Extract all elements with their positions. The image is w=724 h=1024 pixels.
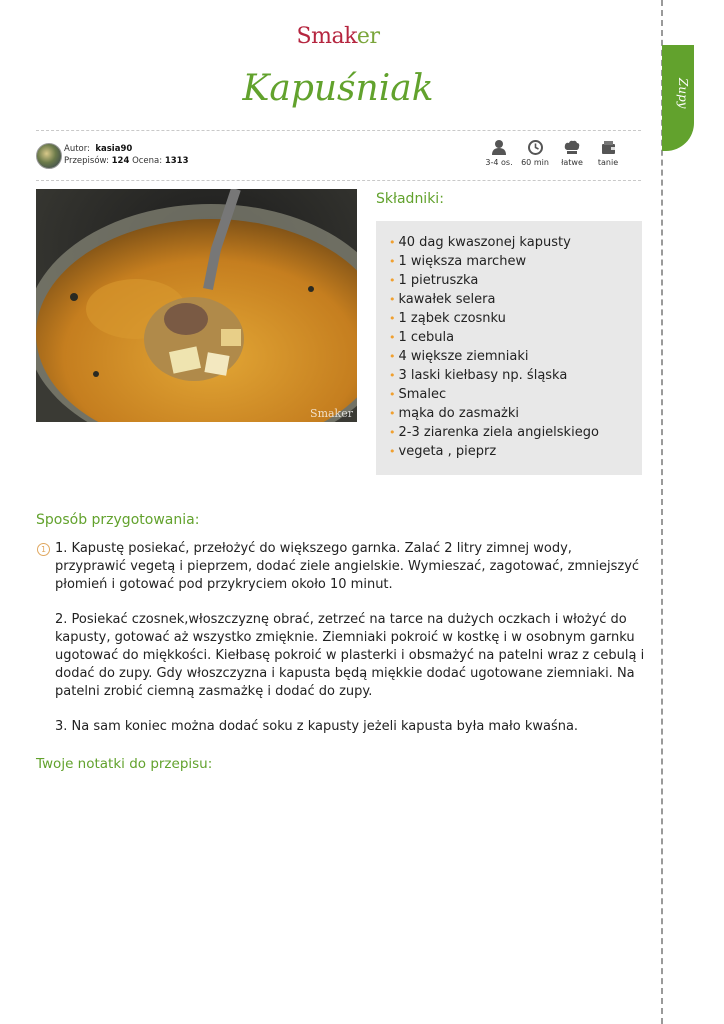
ingredient-item: • mąka do zasmażki (389, 404, 642, 423)
divider-top (36, 130, 641, 131)
author-name: kasia90 (95, 144, 133, 154)
ingredient-item: • vegeta , pieprz (389, 442, 642, 461)
avatar (36, 143, 62, 169)
author-info (64, 143, 189, 167)
recipe-photo (36, 189, 357, 422)
meta-difficulty (552, 139, 592, 167)
preparation-heading: Sposób przygotowania: (36, 512, 200, 528)
ingredients-box (376, 221, 642, 475)
preparation-paragraph: 3. Na sam koniec można dodać soku z kapusty jeżeli kapusta była mało kwaśna. (55, 719, 579, 734)
photo-watermark: Smaker (310, 407, 353, 420)
meta-time-label: 60 min (521, 158, 549, 167)
step-number-badge: 1 (37, 543, 50, 556)
author-label: Autor: (64, 144, 90, 154)
ingredient-item: • 3 laski kiełbasy np. śląska (389, 366, 642, 385)
person-icon (491, 139, 507, 156)
ingredient-item: • 40 dag kwaszonej kapusty (389, 233, 642, 252)
notes-heading: Twoje notatki do przepisu: (36, 756, 213, 772)
smaker-logo (0, 24, 676, 49)
ingredients-list (376, 221, 642, 461)
ingredient-item: • 2-3 ziarenka ziela angielskiego (389, 423, 642, 442)
ingredient-item: • 1 ząbek czosnku (389, 309, 642, 328)
meta-difficulty-label: łatwe (561, 158, 583, 167)
preparation-paragraph: 2. Posiekać czosnek,włoszczyznę obrać, zetrzeć na tarce na dużych oczkach i włożyć do kapusty, gotować aż wszystko zmięknie. Ziemniaki pokroić w kostkę i w osobnym garnku ugotować do miękkości. Kiełbasę pokroić w plasterki i obsmażyć na patelni wraz z cebulą i dodać do zupy. Gdy włoszczyzna i kapusta będą miękkie dodać ugotowane ziemniaki. Na patelni zrobić ciemną zasmażkę i dodać do zupy. (55, 612, 645, 699)
logo-part-2: er (356, 24, 380, 49)
recipe-title: Kapuśniak (242, 68, 434, 109)
ingredient-item: • Smalec (389, 385, 642, 404)
ingredient-item: • kawałek selera (389, 290, 642, 309)
recipes-label: Przepisów: (64, 156, 109, 166)
ingredient-item: • 1 cebula (389, 328, 642, 347)
meta-servings (479, 139, 519, 167)
soup-image (36, 189, 357, 422)
wallet-icon (600, 139, 617, 156)
divider-middle (36, 180, 641, 181)
preparation-text (55, 540, 645, 753)
logo-part-1: Smak (296, 24, 357, 49)
meta-cost (588, 139, 628, 167)
rating-value: 1313 (164, 156, 189, 166)
category-tab-label: Zupy (676, 78, 690, 109)
preparation-paragraph: 1. Kapustę posiekać, przełożyć do większego garnka. Zalać 2 litry zimnej wody, przyprawić vegetą i pieprzem, dodać ziele angielskie. Wymieszać, zagotować, zmniejszyć płomień i gotować pod przykryciem około 10 minut. (55, 541, 640, 592)
ingredient-item: • 1 pietruszka (389, 271, 642, 290)
rating-label: Ocena: (132, 156, 163, 166)
clock-icon (527, 139, 544, 156)
cut-line (661, 0, 663, 1024)
chef-hat-icon (563, 139, 581, 156)
ingredient-item: • 1 większa marchew (389, 252, 642, 271)
ingredient-item: • 4 większe ziemniaki (389, 347, 642, 366)
meta-time (515, 139, 555, 167)
recipes-count: 124 (111, 156, 130, 166)
meta-cost-label: tanie (597, 158, 619, 167)
meta-servings-label: 3-4 os. (485, 158, 513, 167)
ingredients-heading: Składniki: (376, 191, 444, 207)
